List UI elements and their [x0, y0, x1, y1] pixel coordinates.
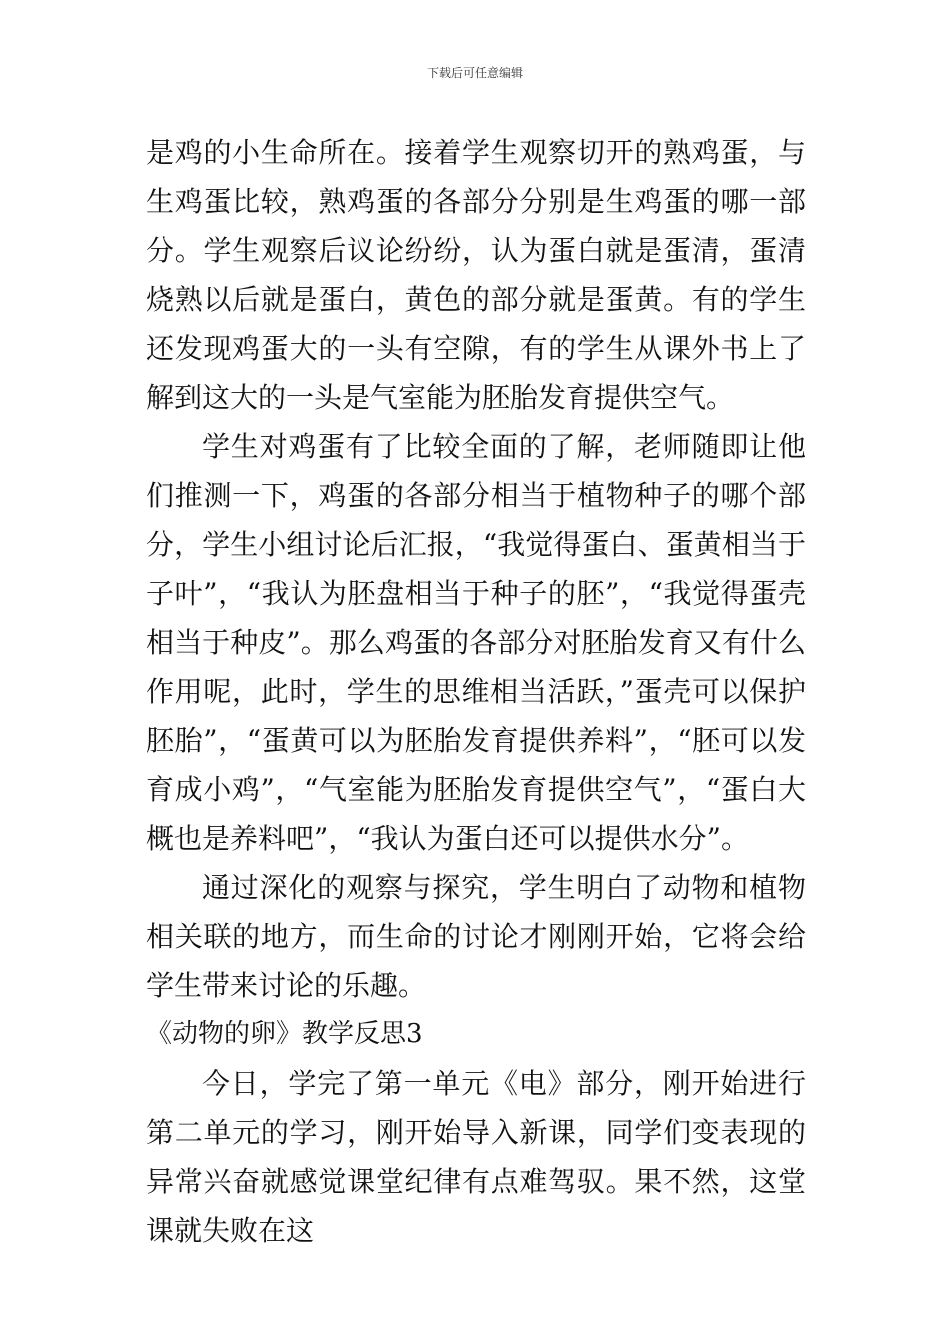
- paragraph-4: 今日，学完了第一单元《电》部分，刚开始进行第二单元的学习，刚开始导入新课，同学们变表现的异常兴奋就感觉课堂纪律有点难驾驭。果不然，这堂课就失败在这: [146, 1067, 806, 1247]
- document-body: [146, 128, 806, 1255]
- paragraph-1: 是鸡的小生命所在。接着学生观察切开的熟鸡蛋，与生鸡蛋比较，熟鸡蛋的各部分分别是生鸡蛋的哪一部分。学生观察后议论纷纷，认为蛋白就是蛋清，蛋清烧熟以后就是蛋白，黄色的部分就是蛋黄。有的学生还发现鸡蛋大的一头有空隙，有的学生从课外书上了解到这大的一头是气室能为胚胎发育提供空气。: [146, 136, 806, 414]
- paragraph-3: 通过深化的观察与探究，学生明白了动物和植物相关联的地方，而生命的讨论才刚刚开始，它将会给学生带来讨论的乐趣。: [146, 871, 806, 1002]
- section-heading: 《动物的卵》教学反思3: [146, 1019, 423, 1049]
- paragraph-2: 学生对鸡蛋有了比较全面的了解，老师随即让他们推测一下，鸡蛋的各部分相当于植物种子的哪个部分，学生小组讨论后汇报，“我觉得蛋白、蛋黄相当于子叶”，“我认为胚盘相当于种子的胚”，“我觉得蛋壳相当于种皮”。那么鸡蛋的各部分对胚胎发育又有什么作用呢，此时，学生的思维相当活跃，”蛋壳可以保护胚胎”，“蛋黄可以为胚胎发育提供养料”，“胚可以发育成小鸡”，“气室能为胚胎发育提供空气”，“蛋白大概也是养料吧”，“我认为蛋白还可以提供水分”。: [146, 430, 806, 855]
- page-header: 下载后可任意编辑: [426, 66, 523, 80]
